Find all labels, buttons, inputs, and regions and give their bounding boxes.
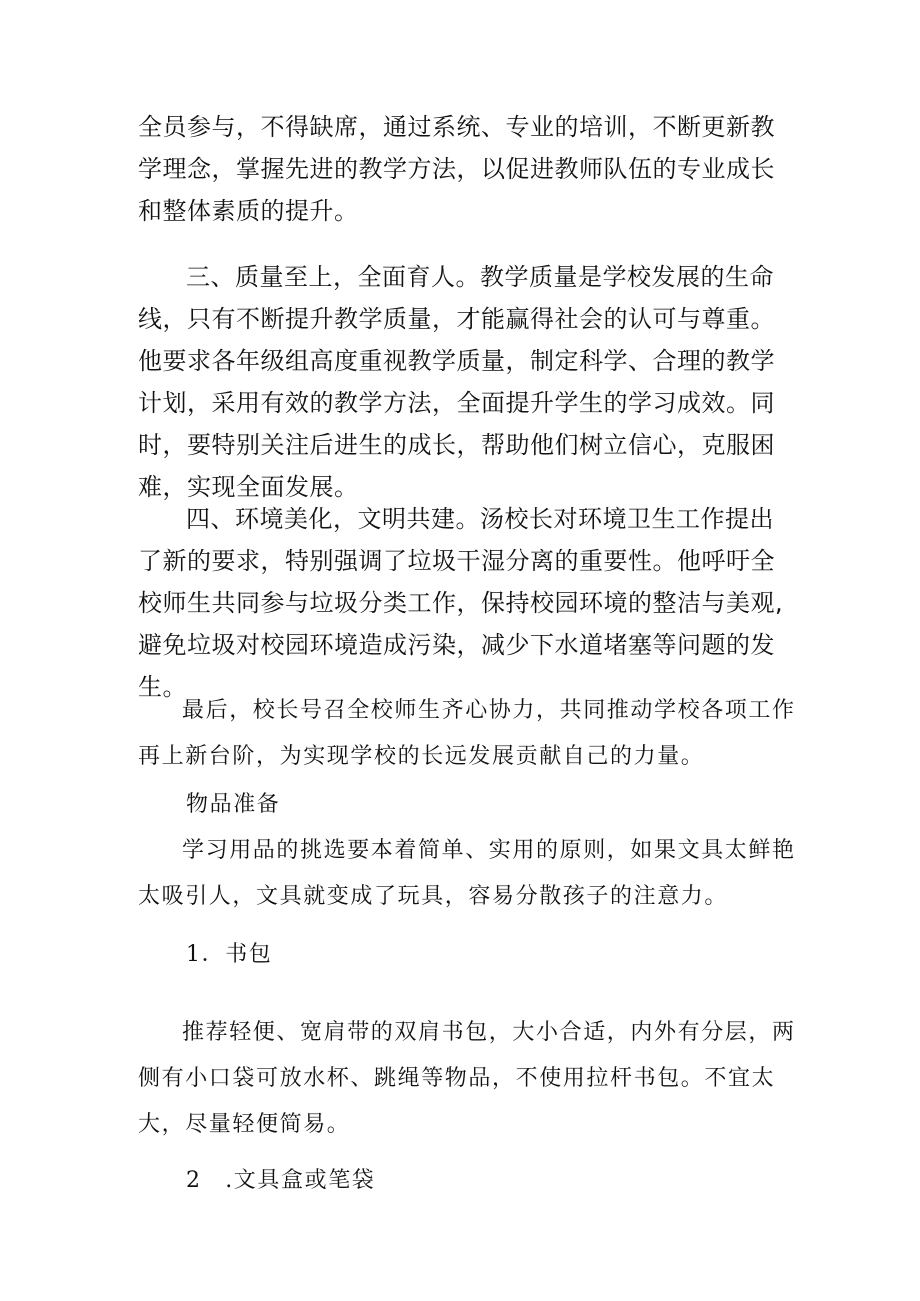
item-heading-pencil-case: 2 .文具盒或笔袋	[186, 1168, 376, 1193]
paragraph-training-continuation: 全员参与，不得缺席，通过系统、专业的培训，不断更新教学理念，掌握先进的教学方法，以促进教师队伍的专业成长和整体素质的提升。	[138, 113, 775, 225]
paragraph-schoolbag: 推荐轻便、宽肩带的双肩书包，大小合适，内外有分层，两侧有小口袋可放水杯、跳绳等物品，不使用拉杆书包。不宜太大，尽量轻便简易。	[138, 1020, 796, 1137]
paragraph-supplies-principle: 学习用品的挑选要本着简单、实用的原则，如果文具太鲜艳太吸引人，文具就变成了玩具，容易分散孩子的注意力。	[138, 838, 796, 909]
paragraph-environment: 四、环境美化，文明共建。汤校长对环境卫生工作提出了新的要求，特别强调了垃圾干湿分离的重要性。他呼吁全校师生共同参与垃圾分类工作，保持校园环境的整洁与美观,避免垃圾对校园环境造成污染，减少下水道堵塞等问题的发生。	[138, 505, 784, 701]
paragraph-quality-first: 三、质量至上，全面育人。教学质量是学校发展的生命线，只有不断提升教学质量，才能赢得社会的认可与尊重。他要求各年级组高度重视教学质量，制定科学、合理的教学计划，采用有效的教学方法，全面提升学生的学习成效。同时，要特别关注后进生的成长，帮助他们树立信心，克服困难，实现全面发展。	[138, 263, 775, 501]
paragraph-closing: 最后，校长号召全校师生齐心协力，共同推动学校各项工作再上新台阶，为实现学校的长远发展贡献自己的力量。	[138, 698, 796, 769]
item-heading-schoolbag: 1．书包	[186, 942, 273, 967]
section-heading-supplies: 物品准备	[186, 792, 281, 817]
